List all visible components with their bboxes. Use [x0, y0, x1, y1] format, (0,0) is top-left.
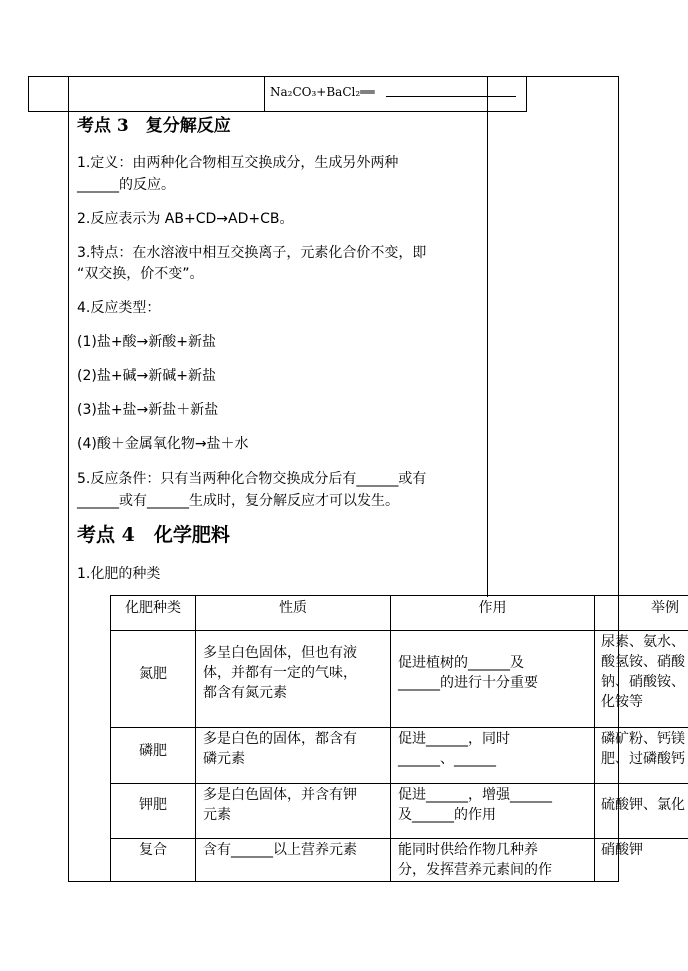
row-property-line: 多是白色固体，并含有钾 — [203, 787, 357, 803]
table-line-v3 — [594, 595, 595, 882]
table-line-h4 — [110, 838, 688, 839]
header-example: 举例 — [651, 600, 679, 616]
section3-item-2: 2.反应表示为 AB+CD→AD+CB。 — [77, 211, 294, 227]
row-property-line: 多呈白色固体，但也有液 — [203, 645, 357, 661]
section3-item-3b: “双交换，价不变”。 — [77, 266, 204, 282]
equation-text: Na₂CO₃+BaCl₂══ — [270, 85, 375, 99]
row-type: 磷肥 — [139, 743, 167, 759]
left-outer-border — [28, 76, 29, 112]
table-line-h3 — [110, 783, 688, 784]
table-line-h0 — [110, 595, 688, 596]
table-line-v2 — [390, 595, 391, 882]
row-example-line: 钠、硝酸铵、 — [601, 674, 685, 690]
table-line-v1 — [195, 595, 196, 882]
row-property-line: 磷元素 — [203, 751, 245, 767]
middle-vertical-line — [487, 76, 488, 597]
row-function-line: ______的进行十分重要 — [398, 675, 538, 691]
row-function-line: 促进植树的______及 — [398, 655, 524, 671]
section3-title: 考点 3 复分解反应 — [77, 116, 231, 136]
section3-item-3: 3.特点：在水溶液中相互交换离子，元素化合价不变，即 — [77, 245, 427, 261]
row-type: 氮肥 — [139, 666, 167, 682]
section3-item-1b: ______的反应。 — [77, 177, 175, 193]
section4-subtitle: 1.化肥的种类 — [77, 566, 161, 582]
row-function-line: 分，发挥营养元素间的作 — [398, 862, 552, 878]
top-row-divider — [264, 76, 265, 112]
row-property-line: 元素 — [203, 807, 231, 823]
section3-item-4-2: (2)盐+碱→新碱+新盐 — [77, 368, 217, 384]
bottom-border — [68, 881, 619, 882]
row-type: 钾肥 — [139, 797, 167, 813]
row-function-line: 及______的作用 — [398, 807, 496, 823]
section3-item-4: 4.反应类型： — [77, 300, 161, 316]
row-function-line: ______、______ — [398, 751, 496, 767]
header-property: 性质 — [279, 600, 307, 616]
top-row-bottom-border — [28, 111, 527, 112]
row-example-line: 硝酸钾 — [601, 842, 643, 858]
table-line-h2 — [110, 727, 688, 728]
section3-item-4-1: (1)盐+酸→新酸+新盐 — [77, 334, 217, 350]
row-example — [601, 729, 685, 769]
left-inner-border — [68, 76, 69, 882]
row-property — [203, 643, 389, 703]
row-property — [203, 729, 389, 769]
row-property — [203, 840, 389, 860]
row-property-line: 多是白色的固体，都含有 — [203, 731, 357, 747]
row-type: 复合 — [139, 842, 167, 858]
row-function — [398, 840, 594, 880]
row-property-line: 含有______以上营养元素 — [203, 842, 357, 858]
section3-item-1: 1.定义：由两种化合物相互交换成分，生成另外两种 — [77, 155, 399, 171]
header-type: 化肥种类 — [125, 600, 181, 616]
equation-cell — [270, 83, 375, 101]
row-example-line: 磷矿粉、钙镁 — [601, 731, 685, 747]
row-property — [203, 785, 389, 825]
row-example-line: 肥、过磷酸钙 — [601, 751, 685, 767]
row-function — [398, 785, 594, 825]
row-function — [398, 653, 594, 693]
row-example — [601, 795, 685, 815]
row-function — [398, 729, 594, 769]
row-function-line: 促进______，增强______ — [398, 787, 552, 803]
top-row-right-border — [526, 76, 527, 112]
row-function-line: 促进______，同时 — [398, 731, 510, 747]
row-example — [601, 632, 685, 712]
section3-item-4-4: (4)酸＋金属氧化物→盐＋水 — [77, 436, 249, 452]
section4-title: 考点 4 化学肥料 — [77, 524, 230, 546]
row-function-line: 能同时供给作物几种养 — [398, 842, 538, 858]
row-property-line: 体，并都有一定的气味， — [203, 665, 357, 681]
row-example-line: 尿素、氨水、 — [601, 634, 685, 650]
top-border — [28, 76, 619, 77]
row-example-line: 化铵等 — [601, 694, 643, 710]
section3-item-4-3: (3)盐+盐→新盐＋新盐 — [77, 402, 219, 418]
row-example — [601, 840, 643, 860]
header-function: 作用 — [478, 600, 507, 616]
table-line-h1 — [110, 630, 688, 631]
row-property-line: 都含有氮元素 — [203, 685, 287, 701]
row-example-line: 酸氢铵、硝酸 — [601, 654, 685, 670]
section3-item-5: 5.反应条件：只有当两种化合物交换成分后有______或有 — [77, 471, 427, 487]
row-example-line: 硫酸钾、氯化 — [601, 797, 685, 813]
table-line-v0 — [110, 595, 111, 882]
section3-item-5b: ______或有______生成时，复分解反应才可以发生。 — [77, 493, 399, 509]
equation-blank-line — [386, 96, 516, 97]
